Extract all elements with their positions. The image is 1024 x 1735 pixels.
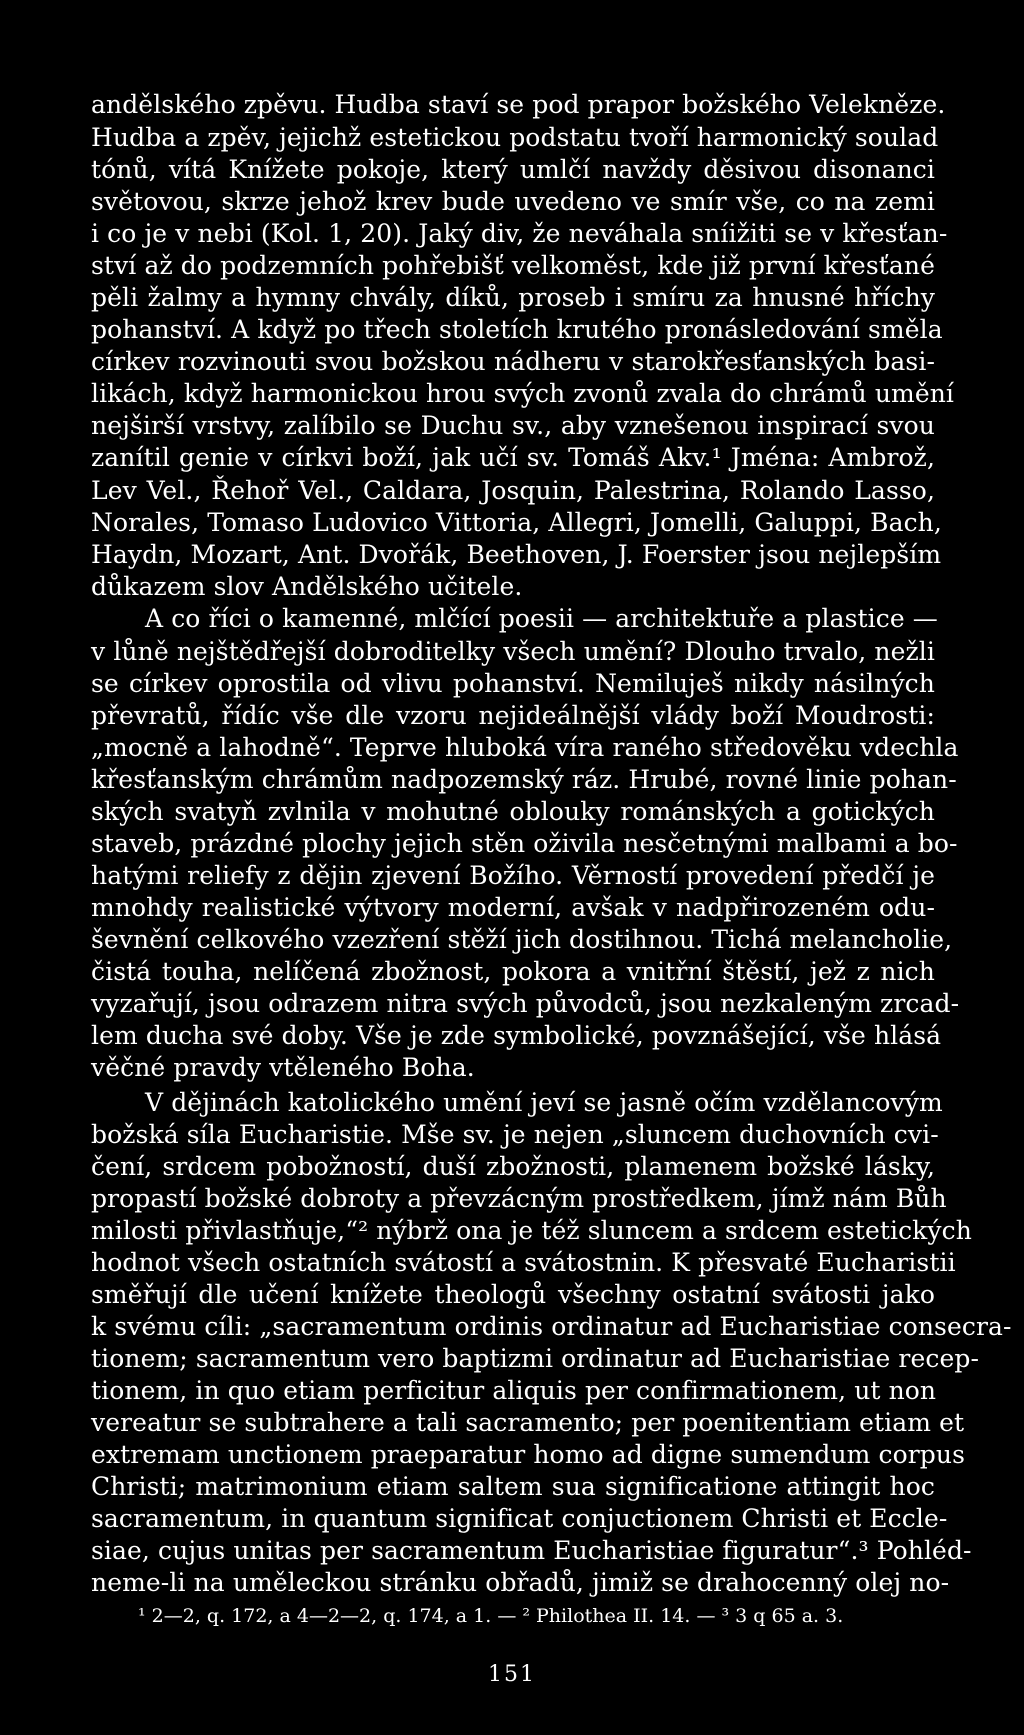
text-line: světovou, skrze jehož krev bude uvedeno ve smír vše, co na zemi [91,187,935,216]
text-line: andělského zpěvu. Hudba staví se pod prapor božského Velekněze. [91,90,946,119]
text-line: Hudba a zpěv, jejichž estetickou podstatu tvoří harmonický soulad [91,123,939,152]
page-number: 151 [488,1662,536,1687]
text-line: siae, cujus unitas per sacramentum Eucharistiae figuratur“.³ Pohléd- [91,1536,972,1565]
text-line: v lůně nejštědřejší dobroditelky všech umění? Dlouho trvalo, nežli [91,637,935,666]
text-line: zanítil genie v církvi boží, jak učí sv. Tomáš Akv.¹ Jména: Ambrož, [91,443,935,472]
text-line: milosti přivlastňuje,“² nýbrž ona je též sluncem a srdcem estetických [91,1216,972,1245]
text-line: vyzařují, jsou odrazem nitra svých původců, jsou nezkaleným zrcad- [91,989,960,1018]
text-line: božská síla Eucharistie. Mše sv. je nejen „sluncem duchovních cvi- [91,1120,939,1149]
text-line: propastí božské dobroty a převzácným prostředkem, jímž nám Bůh [91,1184,947,1213]
text-line: křesťanským chrámům nadpozemský ráz. Hrubé, rovné linie pohan- [91,765,957,794]
text-line: lem ducha své doby. Vše je zde symbolické, povznášející, vše hlásá [91,1021,942,1050]
text-line: Christi; matrimonium etiam saltem sua significatione attingit hoc [91,1472,935,1501]
text-line: „mocně a lahodně“. Teprve hluboká víra raného středověku vdechla [91,733,959,762]
text-line: se církev oprostila od vlivu pohanství. Nemiluješ nikdy násilných [91,669,935,698]
text-line: tionem, in quo etiam perficitur aliquis per confirmationem, ut non [91,1376,937,1405]
text-line: pěli žalmy a hymny chvály, díků, proseb i smíru za hnusné hříchy [91,283,935,312]
text-line: čistá touha, nelíčená zbožnost, pokora a vnitřní štěstí, jež z nich [91,957,935,986]
text-line: vereatur se subtrahere a tali sacramento; per poenitentiam etiam et [91,1408,965,1437]
text-line: hatými reliefy z dějin zjevení Božího. Věrností provedení předčí je [91,861,935,890]
text-line: extremam unctionem praeparatur homo ad digne sumendum corpus [91,1440,966,1469]
text-line: likách, když harmonickou hrou svých zvonů zvala do chrámů umění [91,379,955,408]
text-line: neme-li na uměleckou stránku obřadů, jimiž se drahocenný olej no- [91,1568,950,1597]
paragraph-start-line: V dějinách katolického umění jeví se jasně očím vzdělancovým [145,1088,943,1117]
footnotes: ¹ 2—2, q. 172, a 4—2—2, q. 174, a 1. — ² Philothea II. 14. — ³ 3 q 65 a. 3. [138,1605,844,1627]
text-line: tionem; sacramentum vero baptizmi ordinatur ad Eucharistiae recep- [91,1344,980,1373]
paragraph-start-line: A co říci o kamenné, mlčící poesii — architektuře a plastice — [145,604,938,633]
text-line: hodnot všech ostatních svátostí a svátostnin. K přesvaté Eucharistii [91,1248,956,1277]
text-line: Norales, Tomaso Ludovico Vittoria, Allegri, Jomelli, Galuppi, Bach, [91,508,942,537]
text-line: církev rozvinouti svou božskou nádheru v starokřesťanských basi- [91,347,935,376]
text-line: pohanství. A když po třech stoletích krutého pronásledování směla [91,315,943,344]
text-line: převratů, řídíc vše dle vzoru nejideálnější vlády boží Moudrosti: [91,701,935,730]
text-line: staveb, prázdné plochy jejich stěn oživila nesčetnými malbami a bo- [91,829,958,858]
text-line: věčné pravdy vtěleného Boha. [91,1053,475,1082]
text-line: ských svatyň zvlnila v mohutné oblouky románských a gotických [91,797,935,826]
text-line: Haydn, Mozart, Ant. Dvořák, Beethoven, J. Foerster jsou nejlepším [91,540,942,569]
text-line: důkazem slov Andělského učitele. [91,572,523,601]
text-line: tónů, vítá Knížete pokoje, který umlčí navždy děsivou disonanci [91,155,935,184]
text-line: Lev Vel., Řehoř Vel., Caldara, Josquin, Palestrina, Rolando Lasso, [91,476,935,505]
text-line: mnohdy realistické výtvory moderní, avšak v nadpřirozeném odu- [91,893,935,922]
text-line: směřují dle učení knížete theologů všechny ostatní svátosti jako [91,1280,935,1309]
text-line: i co je v nebi (Kol. 1, 20). Jaký div, že neváhala sníižiti se v křesťan- [91,219,948,248]
text-line: sacramentum, in quantum significat conjuctionem Christi et Eccle- [91,1504,948,1533]
text-line: ství až do podzemních pohřebišť velkoměst, kde již první křesťané [91,251,935,280]
text-line: čení, srdcem pobožností, duší zbožnosti, plamenem božské lásky, [91,1152,935,1181]
text-line: nejširší vrstvy, zalíbilo se Duchu sv., aby vznešenou inspirací svou [91,411,935,440]
text-line: k svému cíli: „sacramentum ordinis ordinatur ad Eucharistiae consecra- [91,1312,1012,1341]
text-line: ševnění celkového vzezření stěží jich dostihnou. Tichá melancholie, [91,925,953,954]
